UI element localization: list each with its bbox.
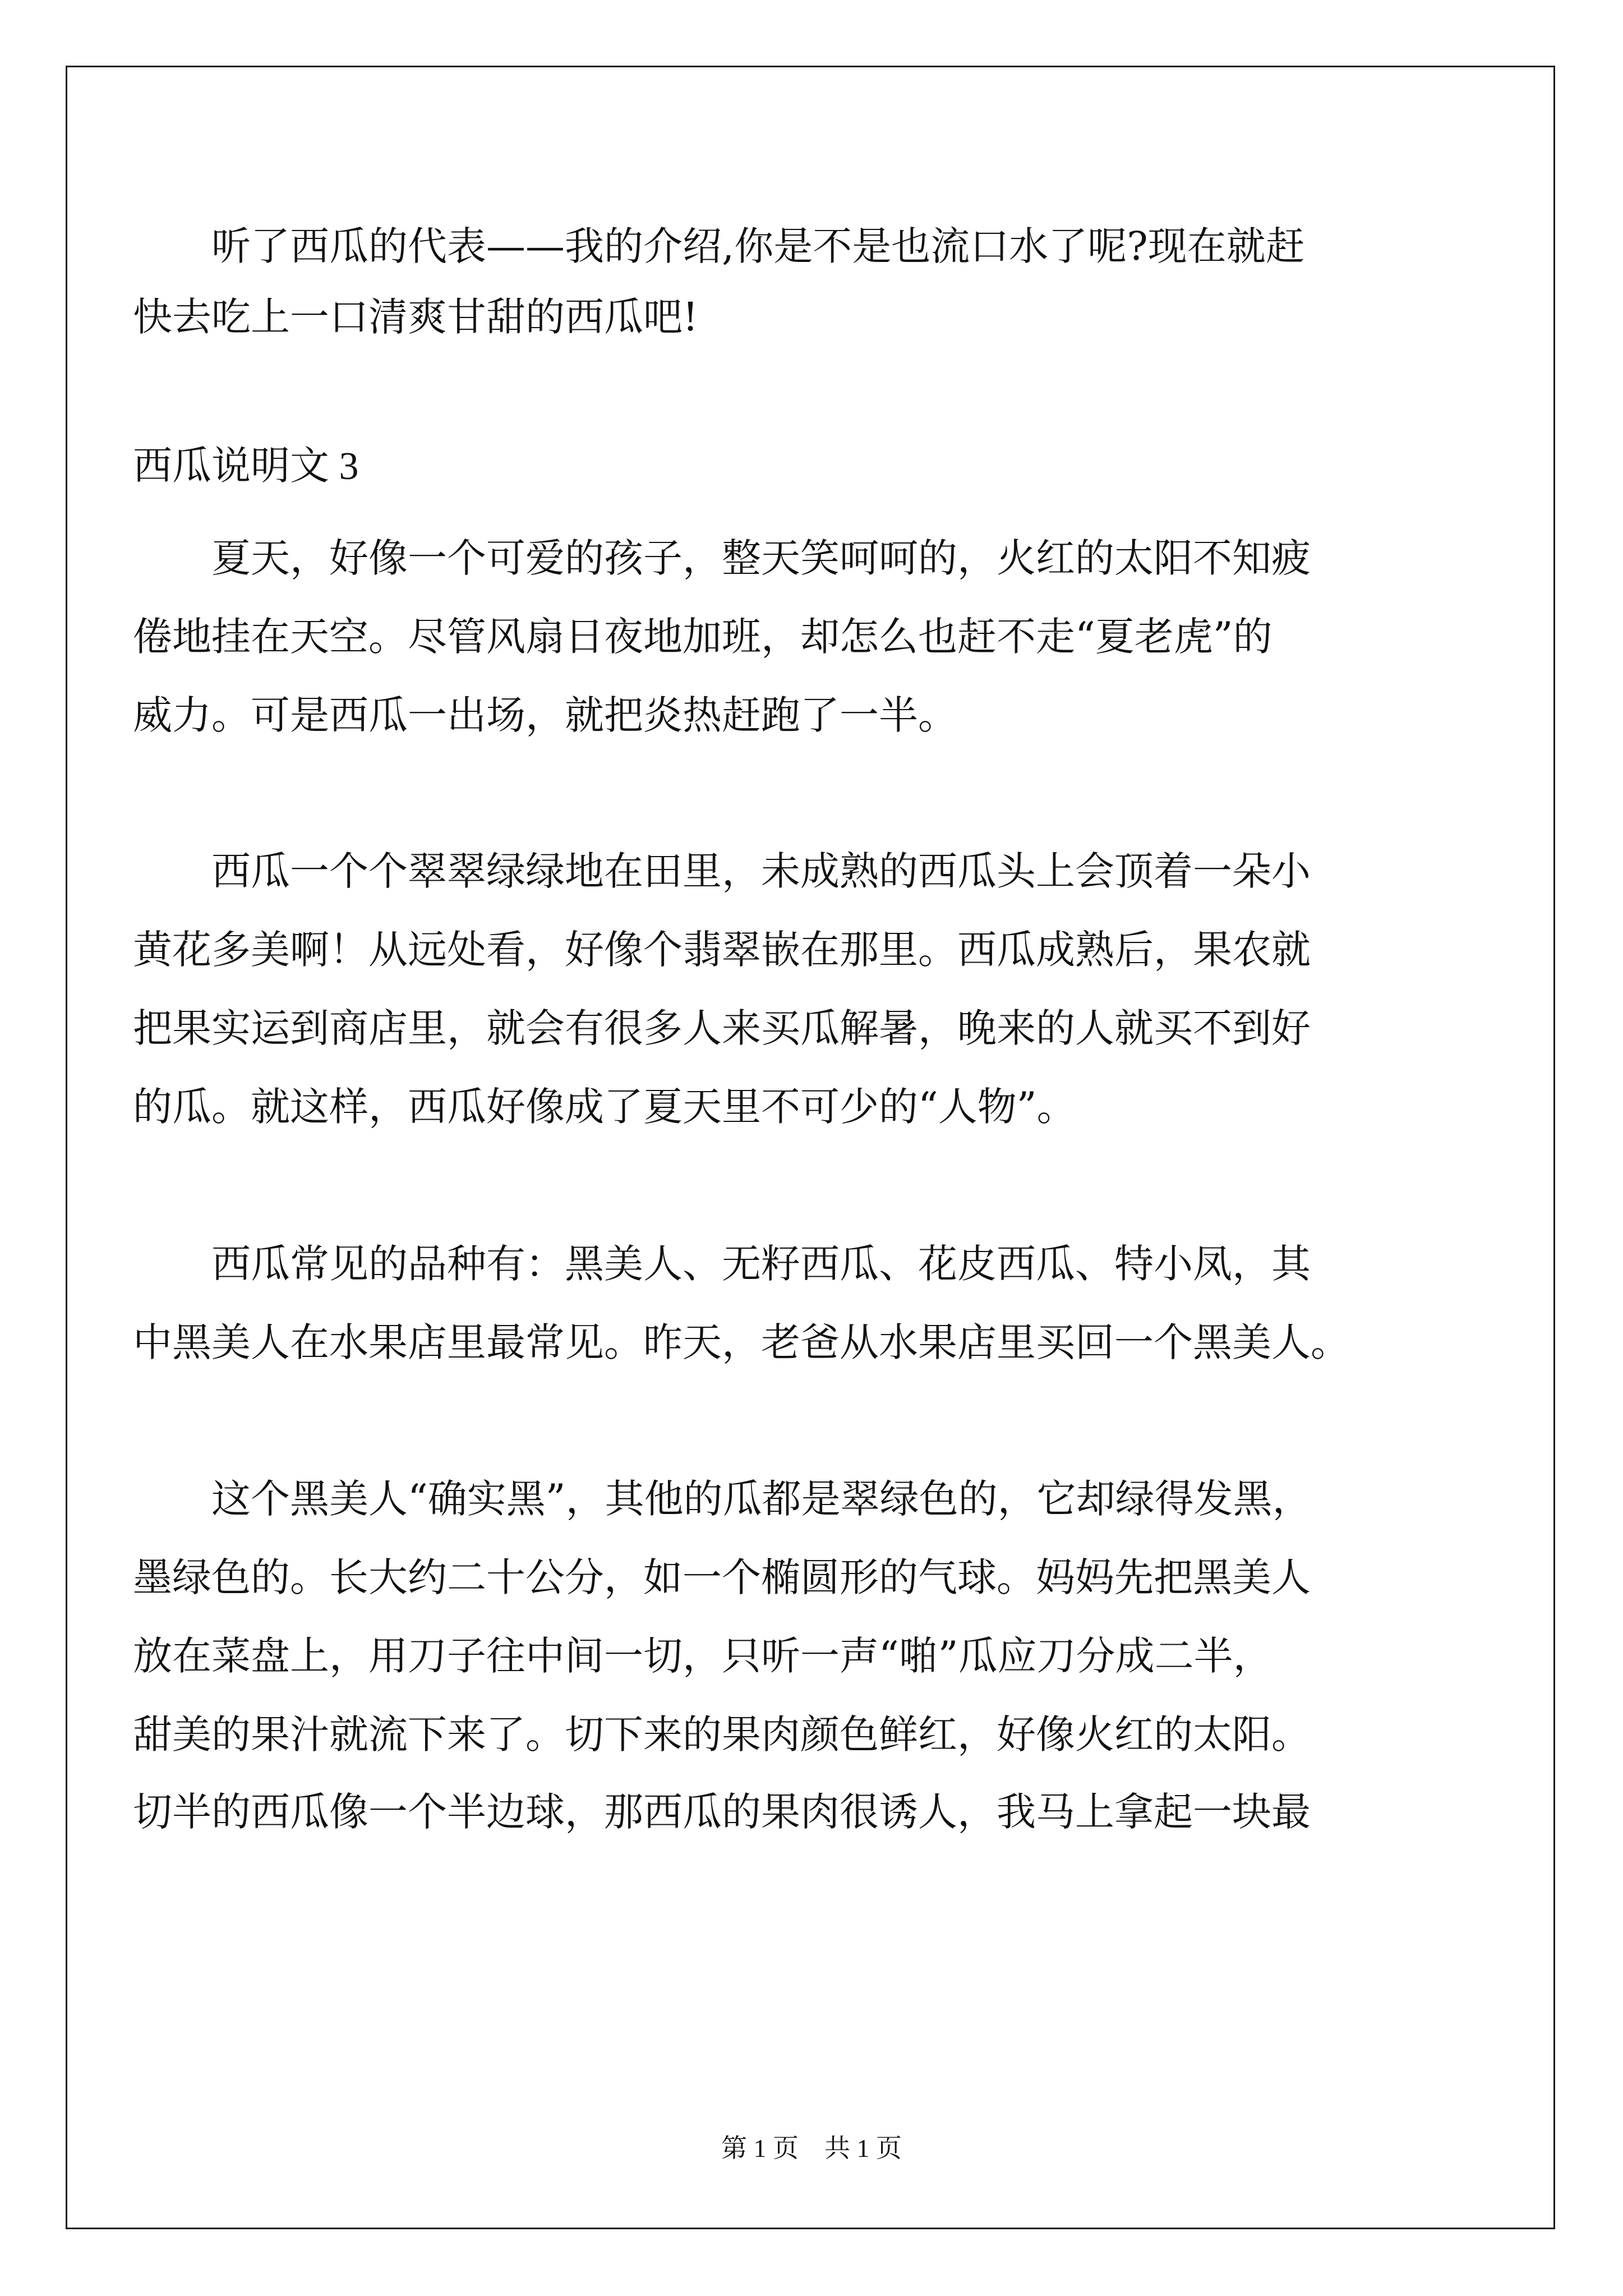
text-line-5: 倦地挂在天空。尽管风扇日夜地加班，却怎么也赶不走“夏老虎”的 xyxy=(133,614,1272,660)
text-line-13: 这个黑美人“确实黑”，其他的瓜都是翠绿色的，它却绿得发黑， xyxy=(133,1476,1312,1522)
text-line-17: 切半的西瓜像一个半边球，那西瓜的果肉很诱人，我马上拿起一块最 xyxy=(133,1789,1311,1835)
text-line-8: 黄花多美啊！从远处看，好像个翡翠嵌在那里。西瓜成熟后，果农就 xyxy=(133,927,1311,973)
text-line-10: 的瓜。就这样，西瓜好像成了夏天里不可少的“人物”。 xyxy=(133,1084,1076,1130)
text-line-11: 西瓜常见的品种有：黑美人、无籽西瓜、花皮西瓜、特小凤，其 xyxy=(133,1241,1311,1287)
text-line-1: 听了西瓜的代表——我的介绍,你是不是也流口水了呢?现在就赶 xyxy=(133,223,1305,269)
text-line-2: 快去吃上一口清爽甘甜的西瓜吧! xyxy=(133,294,699,340)
text-line-12: 中黑美人在水果店里最常见。昨天，老爸从水果店里买回一个黑美人。 xyxy=(133,1319,1350,1365)
text-line-9: 把果实运到商店里，就会有很多人来买瓜解暑，晚来的人就买不到好 xyxy=(133,1005,1311,1051)
page-footer: 第 1 页 共 1 页 xyxy=(721,2134,902,2162)
text-line-16: 甜美的果汁就流下来了。切下来的果肉颜色鲜红，好像火红的太阳。 xyxy=(133,1711,1311,1757)
section-heading: 西瓜说明文 3 xyxy=(133,445,359,488)
text-line-6: 威力。可是西瓜一出场，就把炎热赶跑了一半。 xyxy=(133,692,957,738)
page-border xyxy=(66,66,1555,2229)
text-line-7: 西瓜一个个翠翠绿绿地在田里，未成熟的西瓜头上会顶着一朵小 xyxy=(133,848,1311,894)
text-line-15: 放在菜盘上，用刀子往中间一切，只听一声“啪”瓜应刀分成二半， xyxy=(133,1633,1272,1679)
text-line-14: 墨绿色的。长大约二十公分，如一个椭圆形的气球。妈妈先把黑美人 xyxy=(133,1554,1311,1600)
text-line-4: 夏天，好像一个可爱的孩子，整天笑呵呵的，火红的太阳不知疲 xyxy=(133,535,1311,581)
